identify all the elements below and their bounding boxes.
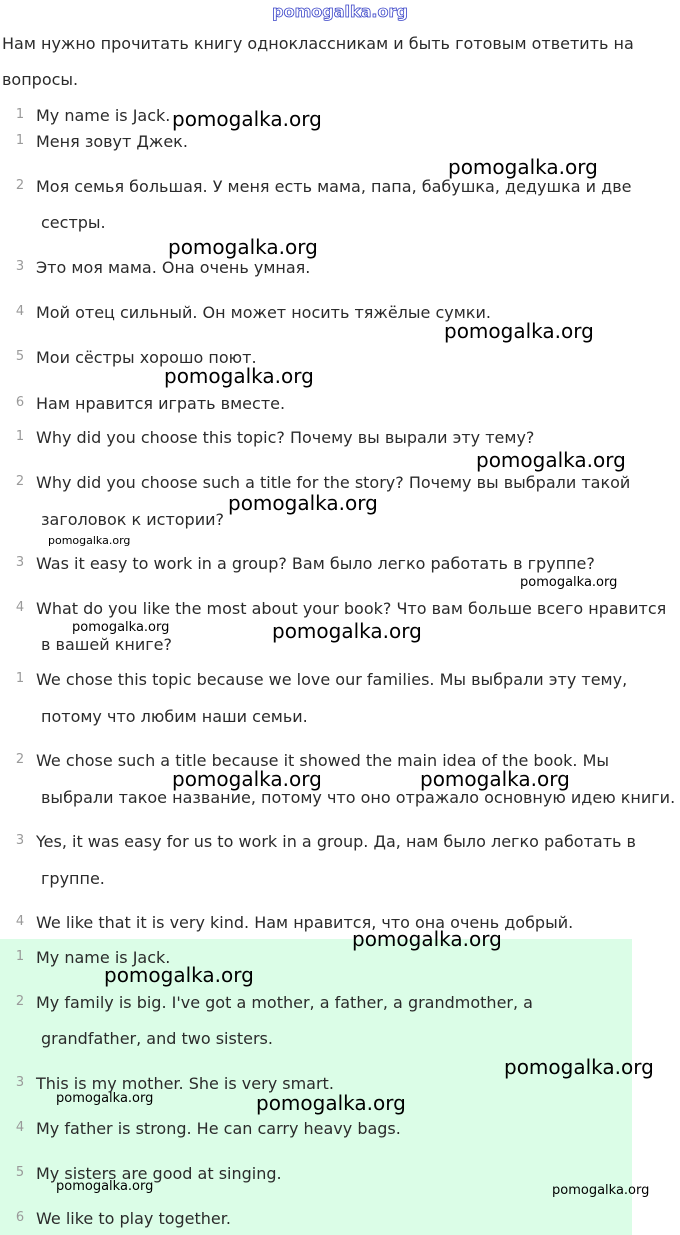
item-number: 3 [15, 555, 25, 570]
item-text: Why did you choose this topic? Почему вы вырали эту тему? [36, 428, 535, 447]
intro-line-2: вопросы. [2, 70, 79, 89]
item-number: 4 [15, 600, 25, 615]
item-number: 3 [15, 1075, 25, 1090]
watermark: pomogalka.org [420, 767, 570, 791]
watermark: pomogalka.org [256, 1091, 406, 1115]
item-number: 1 [15, 133, 25, 148]
watermark: pomogalka.org [172, 767, 322, 791]
item-text-continuation: grandfather, and two sisters. [41, 1029, 273, 1048]
item-number: 3 [15, 833, 25, 848]
watermark: pomogalka.org [272, 619, 422, 643]
watermark: pomogalka.org [552, 1183, 650, 1198]
item-text: My sisters are good at singing. [36, 1164, 282, 1183]
item-number: 4 [15, 914, 25, 929]
item-text-continuation: заголовок к истории? [41, 510, 224, 529]
item-text: We like to play together. [36, 1209, 231, 1228]
item-number: 1 [15, 671, 25, 686]
item-text: Это моя мама. Она очень умная. [36, 258, 311, 277]
item-text: Yes, it was easy for us to work in a group. Да, нам было легко работать в [36, 832, 636, 851]
item-number: 2 [15, 994, 25, 1009]
item-number: 6 [15, 395, 25, 410]
item-number: 1 [15, 107, 25, 122]
watermark: pomogalka.org [520, 575, 618, 590]
item-number: 1 [15, 429, 25, 444]
watermark: pomogalka.org [476, 448, 626, 472]
item-text: Нам нравится играть вместе. [36, 394, 286, 413]
watermark: pomogalka.org [168, 235, 318, 259]
item-text: Меня зовут Джек. [36, 132, 188, 151]
item-text: This is my mother. She is very smart. [36, 1074, 334, 1093]
item-text: My father is strong. He can carry heavy bags. [36, 1119, 401, 1138]
item-number: 1 [15, 949, 25, 964]
item-text: My name is Jack. [36, 948, 171, 967]
item-text: My family is big. I've got a mother, a father, a grandmother, a [36, 993, 533, 1012]
header-watermark: pomogalka.org [272, 2, 408, 21]
item-text: Was it easy to work in a group? Вам было легко работать в группе? [36, 554, 595, 573]
item-text: We chose this topic because we love our families. Мы выбрали эту тему, [36, 670, 628, 689]
item-number: 3 [15, 259, 25, 274]
item-number: 5 [15, 1165, 25, 1180]
item-text: Мой отец сильный. Он может носить тяжёлые сумки. [36, 303, 491, 322]
item-text-continuation: группе. [41, 869, 105, 888]
item-text: Моя семья большая. У меня есть мама, папа, бабушка, дедушка и две [36, 177, 632, 196]
watermark: pomogalka.org [56, 1179, 154, 1194]
item-text: Мои сёстры хорошо поют. [36, 348, 257, 367]
watermark: pomogalka.org [504, 1055, 654, 1079]
watermark: pomogalka.org [164, 364, 314, 388]
item-number: 6 [15, 1210, 25, 1225]
watermark: pomogalka.org [448, 155, 598, 179]
item-text-continuation: потому что любим наши семьи. [41, 707, 308, 726]
item-number: 5 [15, 349, 25, 364]
item-text: Why did you choose such a title for the story? Почему вы выбрали такой [36, 473, 631, 492]
item-number: 4 [15, 304, 25, 319]
item-text-continuation: сестры. [41, 213, 106, 232]
item-text: My name is Jack. [36, 106, 171, 125]
item-number: 2 [15, 178, 25, 193]
item-text: We like that it is very kind. Нам нравится, что она очень добрый. [36, 913, 574, 932]
watermark: pomogalka.org [172, 107, 322, 131]
item-text: We chose such a title because it showed the main idea of the book. Мы [36, 751, 610, 770]
item-number: 4 [15, 1120, 25, 1135]
watermark: pomogalka.org [56, 1091, 154, 1106]
intro-line-1: Нам нужно прочитать книгу одноклассникам и быть готовым ответить на [2, 34, 634, 53]
watermark: pomogalka.org [228, 491, 378, 515]
item-text-continuation: выбрали такое название, потому что оно отражало основную идею книги. [41, 788, 676, 807]
watermark: pomogalka.org [48, 534, 131, 547]
watermark: pomogalka.org [104, 963, 254, 987]
watermark: pomogalka.org [72, 620, 170, 635]
item-number: 2 [15, 474, 25, 489]
watermark: pomogalka.org [352, 927, 502, 951]
item-text: What do you like the most about your book? Что вам больше всего нравится [36, 599, 667, 618]
watermark: pomogalka.org [444, 319, 594, 343]
item-text-continuation: в вашей книге? [41, 635, 172, 654]
item-number: 2 [15, 752, 25, 767]
